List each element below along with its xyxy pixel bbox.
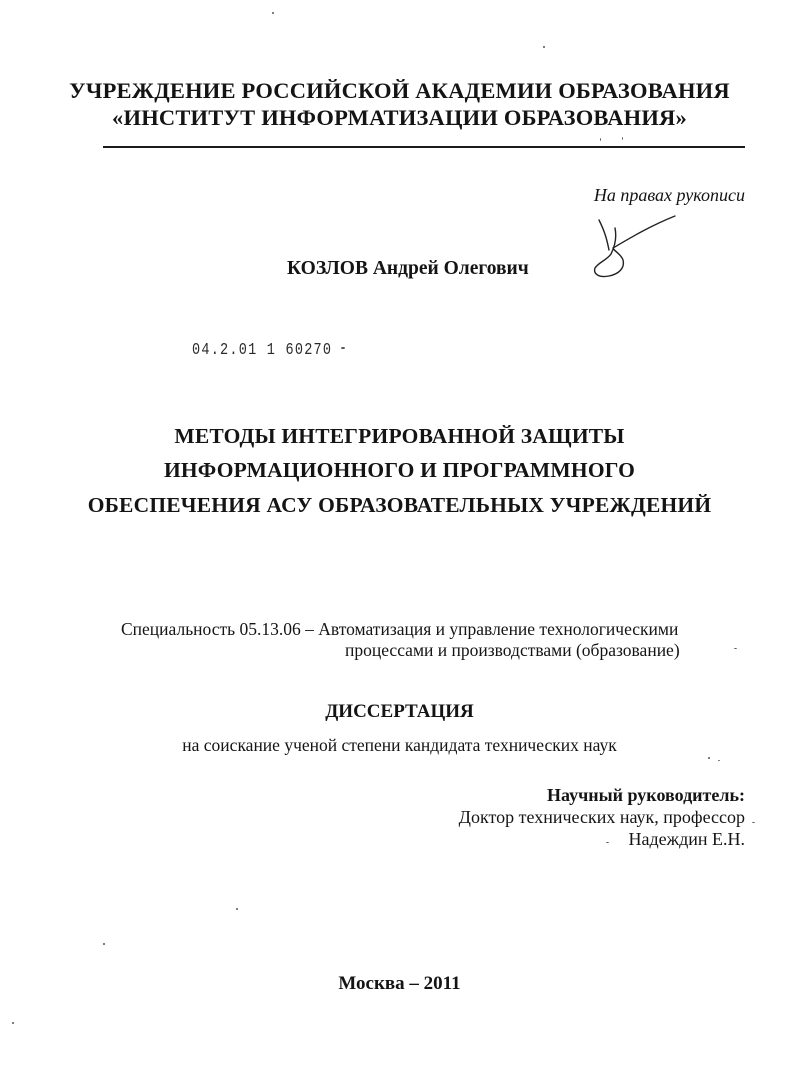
scan-speck [103,943,105,945]
institution-name-line-2: «ИНСТИТУТ ИНФОРМАТИЗАЦИИ ОБРАЗОВАНИЯ» [112,105,687,130]
title-line-2: ИНФОРМАЦИОННОГО И ПРОГРАММНОГО [163,458,636,482]
scan-speck [752,822,755,823]
institution-name-line-1: УЧРЕЖДЕНИЕ РОССИЙСКОЙ АКАДЕМИИ ОБРАЗОВАНИЯ [69,78,730,103]
scan-speck [734,648,737,649]
scan-speck [543,46,545,48]
title-line-3: ОБЕСПЕЧЕНИЯ АСУ ОБРАЗОВАТЕЛЬНЫХ УЧРЕЖДЕНИЙ [87,493,712,517]
specialty-line-2: процессами и производствами (образование) [345,640,680,660]
supervisor-name: Надеждин Е.Н. [628,829,745,849]
header-divider [103,146,745,148]
scan-speck [341,347,345,349]
scan-speck [622,137,623,140]
title-line-1: МЕТОДЫ ИНТЕГРИРОВАННОЙ ЗАЩИТЫ [174,424,625,448]
document-type: ДИССЕРТАЦИЯ [325,701,474,722]
scan-speck [272,12,274,14]
scan-speck [718,760,720,761]
scan-speck [606,842,609,843]
registration-number: 04.2.01 1 60270 [192,340,333,359]
degree-statement: на соискание ученой степени кандидата технических наук [182,735,617,755]
scan-speck [708,757,710,759]
scan-speck [600,138,601,141]
specialty-line-1: Специальность 05.13.06 – Автоматизация и управление технологическими [121,619,679,639]
scan-speck [12,1022,14,1024]
supervisor-degree: Доктор технических наук, профессор [458,807,745,827]
supervisor-label: Научный руководитель: [547,785,745,805]
signature-icon [585,210,685,290]
scan-speck [236,908,238,910]
city-year: Москва – 2011 [338,973,461,994]
manuscript-rights-note: На правах рукописи [593,185,745,205]
author-name: КОЗЛОВ Андрей Олегович [287,258,529,279]
